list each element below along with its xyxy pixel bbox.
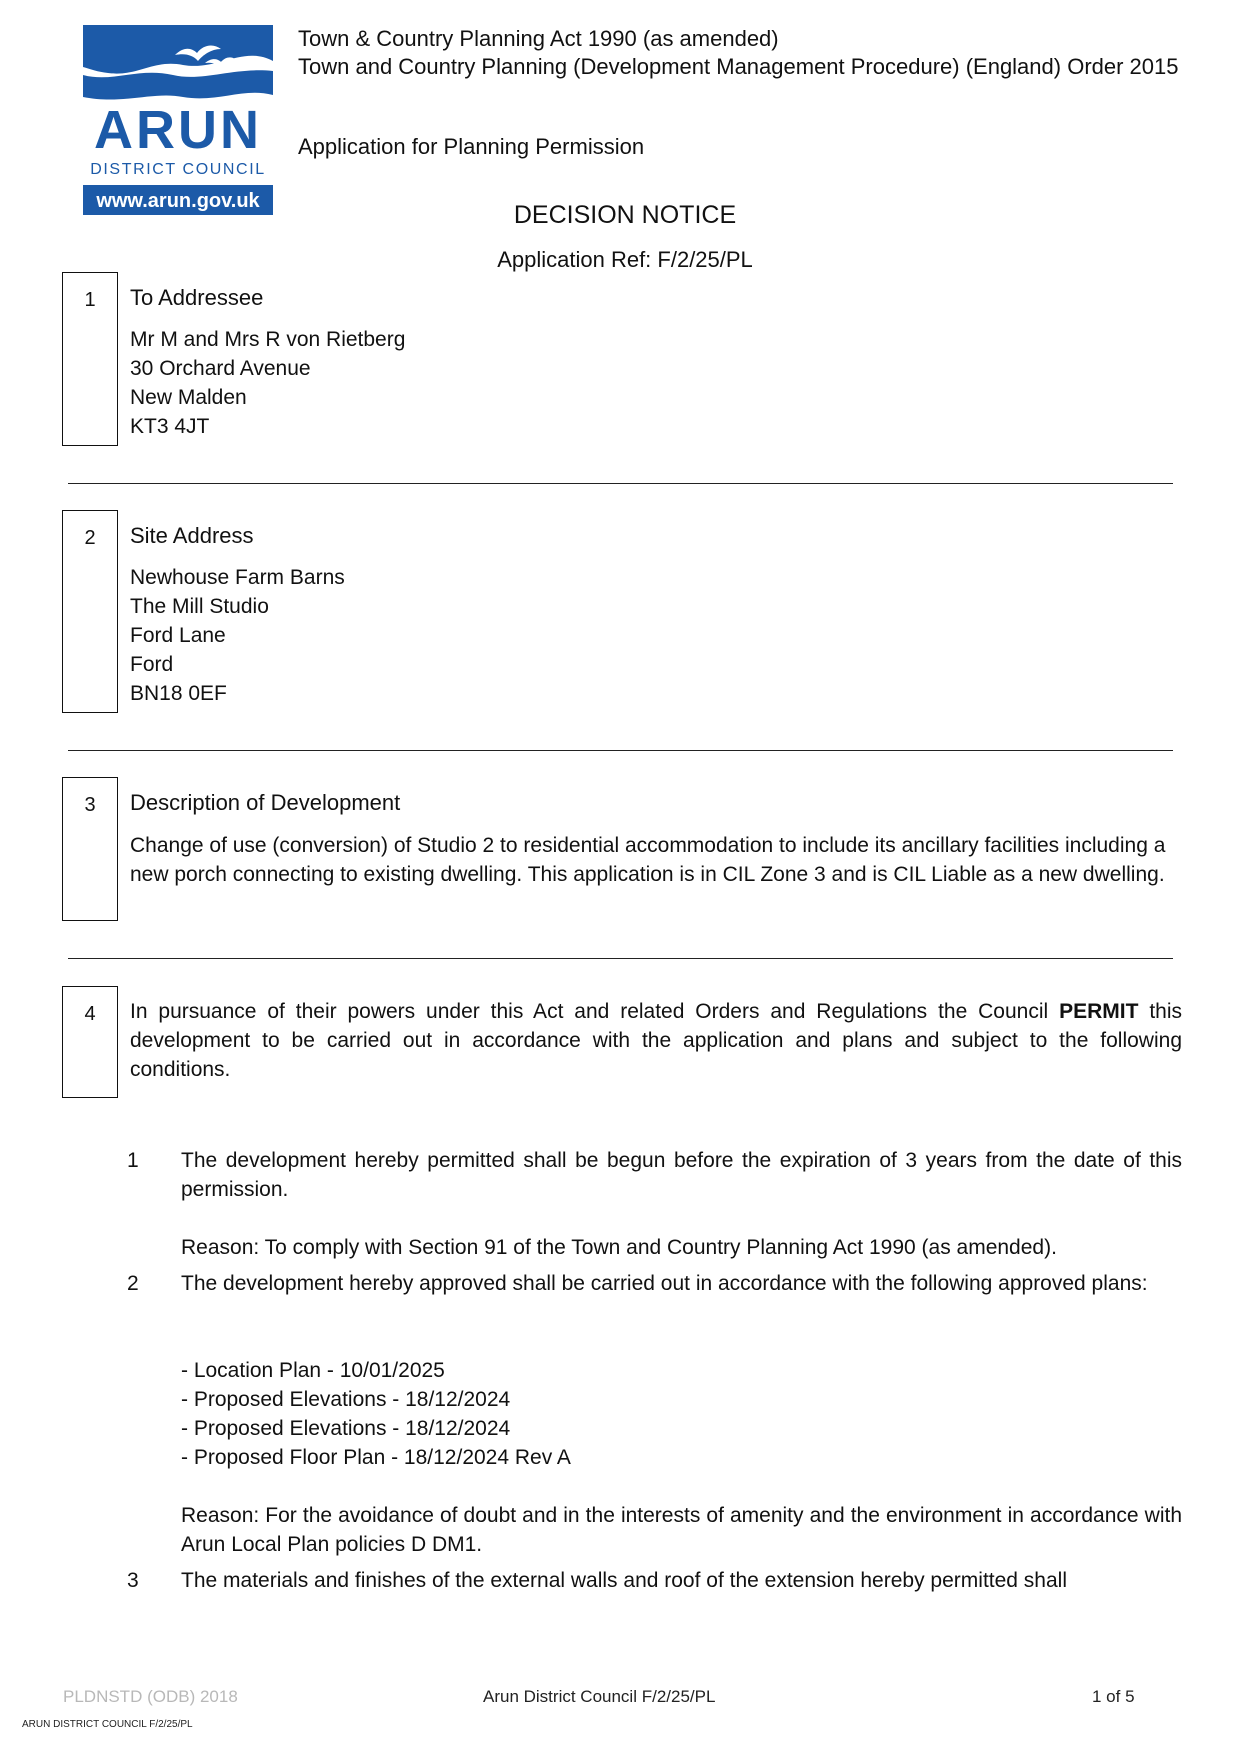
decision-word: PERMIT <box>1059 1000 1139 1023</box>
arun-council-logo <box>83 25 273 215</box>
site-line: BN18 0EF <box>130 682 227 705</box>
site-line: Ford Lane <box>130 624 226 647</box>
logo-graphic <box>83 25 273 215</box>
divider <box>68 958 1173 959</box>
addressee-heading: To Addressee <box>130 285 264 310</box>
address-line: New Malden <box>130 386 247 409</box>
condition-reason: Reason: For the avoidance of doubt and in the interests of amenity and the environment in accordance with Arun Local Plan policies D DM1. <box>181 1504 1182 1556</box>
logo-url: www.arun.gov.uk <box>96 190 260 212</box>
footer-small-reference: ARUN DISTRICT COUNCIL F/2/25/PL <box>22 1719 193 1730</box>
plan-item: - Proposed Floor Plan - 18/12/2024 Rev A <box>181 1446 571 1469</box>
address-line: Mr M and Mrs R von Rietberg <box>130 328 406 351</box>
site-heading: Site Address <box>130 523 254 548</box>
condition-text: The development hereby permitted shall be begun before the expiration of 3 years from the date of this permission. <box>181 1149 1182 1201</box>
logo-name: ARUN <box>94 100 262 160</box>
logo-subtitle: DISTRICT COUNCIL <box>90 161 266 178</box>
address-line: 30 Orchard Avenue <box>130 357 311 380</box>
plan-item: - Location Plan - 10/01/2025 <box>181 1359 445 1382</box>
order-line: Town and Country Planning (Development Management Procedure) (England) Order 2015 <box>298 54 1179 79</box>
plan-item: - Proposed Elevations - 18/12/2024 <box>181 1417 511 1440</box>
decision-text-after: this development to be carried out in accordance with the application and plans and subject to the following conditions. <box>130 1000 1182 1081</box>
page-title: DECISION NOTICE <box>513 201 737 229</box>
site-line: Ford <box>130 653 174 676</box>
divider <box>68 483 1173 484</box>
description-heading: Description of Development <box>130 790 401 815</box>
condition-number: 3 <box>127 1569 139 1592</box>
approved-plans-list <box>181 1356 1182 1472</box>
site-line: The Mill Studio <box>130 595 269 618</box>
logo-wave-top <box>83 25 273 74</box>
footer-template-code: PLDNSTD (ODB) 2018 <box>63 1687 238 1706</box>
addressee-lines <box>130 325 405 441</box>
divider <box>68 750 1173 751</box>
site-line: Newhouse Farm Barns <box>130 566 345 589</box>
plan-item: - Proposed Elevations - 18/12/2024 <box>181 1388 511 1411</box>
decision-text <box>130 997 1182 1084</box>
section-number-3: 3 <box>62 777 118 921</box>
condition-text: The development hereby approved shall be carried out in accordance with the following approved plans: <box>181 1272 1148 1295</box>
site-lines <box>130 563 345 708</box>
condition-text: The materials and finishes of the external walls and roof of the extension hereby permitted shall <box>181 1569 1067 1592</box>
decision-text-before: In pursuance of their powers under this Act and related Orders and Regulations the Council <box>130 1000 1049 1023</box>
section-number-4: 4 <box>62 986 118 1098</box>
description-text: Change of use (conversion) of Studio 2 to residential accommodation to include its ancillary facilities including a new porch connecting to existing dwelling. This application is in CIL Zone 3 and is CIL Liable as a new dwelling. <box>130 834 1166 886</box>
condition-reason: Reason: To comply with Section 91 of the Town and Country Planning Act 1990 (as amended). <box>181 1236 1057 1259</box>
logo-wave-bottom <box>83 70 273 99</box>
act-line: Town & Country Planning Act 1990 (as amended) <box>298 26 779 51</box>
condition-number: 1 <box>127 1149 139 1172</box>
section-number-2: 2 <box>62 510 118 713</box>
footer-reference: Arun District Council F/2/25/PL <box>483 1687 716 1706</box>
address-line: KT3 4JT <box>130 415 210 438</box>
application-ref: Application Ref: F/2/25/PL <box>497 247 753 272</box>
page-number: 1 of 5 <box>1092 1687 1135 1706</box>
section-number-1: 1 <box>62 272 118 446</box>
application-type: Application for Planning Permission <box>298 134 645 159</box>
condition-number: 2 <box>127 1272 139 1295</box>
